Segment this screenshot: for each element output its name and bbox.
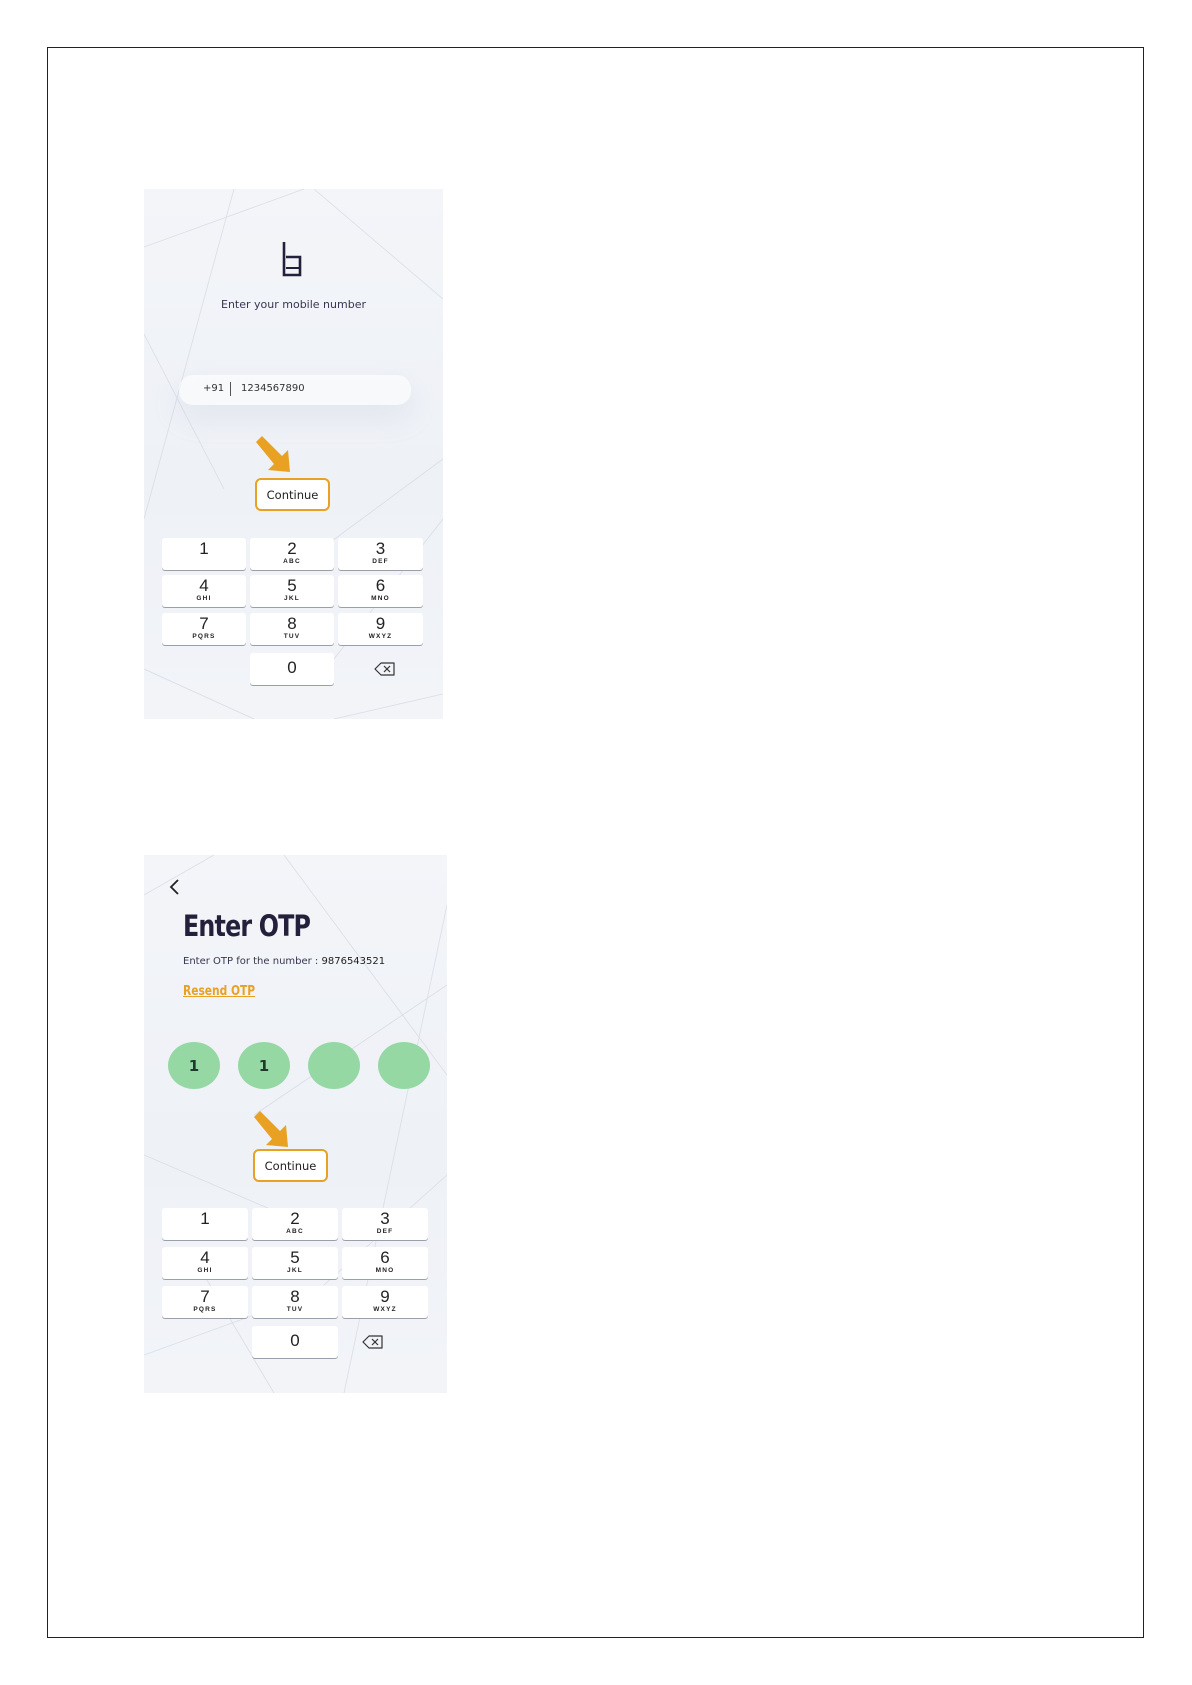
key-0[interactable] [252,1326,338,1358]
mobile-number-input[interactable] [179,375,411,405]
key-number: 7 [199,614,209,633]
key-2[interactable] [252,1208,338,1240]
key-letters: DEF [372,558,389,565]
key-8[interactable] [252,1286,338,1318]
phone-number-value: 1234567890 [241,383,305,394]
key-letters: ABC [283,558,301,565]
continue-button[interactable]: Continue [253,1149,328,1182]
resend-otp-link[interactable]: Resend OTP [183,984,256,999]
key-0[interactable] [250,653,334,685]
key-number: 1 [200,1209,210,1228]
otp-phone-number: 9876543521 [321,956,386,967]
key-number: 9 [380,1287,390,1306]
key-letters: WXYZ [368,633,393,640]
key-letters: DEF [376,1228,394,1235]
key-number: 2 [287,539,297,558]
key-number: 0 [290,1331,300,1350]
key-number: 8 [290,1287,300,1306]
otp-digit-1[interactable]: 1 [168,1042,220,1089]
key-number: 4 [199,576,209,595]
key-3[interactable] [342,1208,428,1240]
field-divider [230,382,231,396]
key-7[interactable] [162,613,246,645]
otp-screen [144,855,447,1393]
key-letters: JKL [284,595,300,602]
key-letters: JKL [287,1267,303,1274]
backspace-icon[interactable] [374,662,396,676]
otp-subtitle [183,956,385,967]
otp-digit-3[interactable] [308,1042,360,1089]
key-letters: MNO [371,595,390,602]
key-letters: GHI [196,595,212,602]
key-number: 0 [287,658,297,677]
key-9[interactable] [338,613,423,645]
key-3[interactable] [338,538,423,570]
key-number: 2 [290,1209,300,1228]
chevron-left-icon[interactable] [168,878,180,896]
mobile-number-screen [144,189,443,719]
key-8[interactable] [250,613,334,645]
key-6[interactable] [342,1247,428,1279]
key-9[interactable] [342,1286,428,1318]
key-letters: PQRS [192,633,216,640]
key-number: 9 [375,614,386,633]
key-letters: PQRS [193,1306,217,1313]
key-letters: ABC [286,1228,304,1235]
otp-subtitle-text: Enter OTP for the number : [183,956,319,967]
key-number: 4 [200,1248,210,1267]
key-2[interactable] [250,538,334,570]
country-code[interactable]: +91 [203,383,225,394]
pointer-arrow-icon [252,1109,296,1153]
key-number: 5 [290,1248,300,1267]
key-4[interactable] [162,575,246,607]
key-letters: TUV [283,633,301,640]
key-4[interactable] [162,1247,248,1279]
key-number: 6 [380,1248,390,1267]
key-number: 3 [380,1209,390,1228]
key-number: 5 [287,576,297,595]
otp-digit-2[interactable]: 1 [238,1042,290,1089]
key-number: 7 [200,1287,210,1306]
mobile-phone-icon [281,240,303,278]
otp-digit-4[interactable] [378,1042,430,1089]
key-letters: TUV [286,1306,304,1313]
continue-button[interactable]: Continue [255,478,330,511]
key-number: 3 [375,539,386,558]
page-title: Enter OTP [183,909,311,943]
key-7[interactable] [162,1286,248,1318]
pointer-arrow-icon [254,434,298,478]
backspace-icon[interactable] [362,1335,384,1349]
key-letters: MNO [375,1267,395,1274]
key-number: 6 [375,576,386,595]
key-1[interactable] [162,1208,248,1240]
screen-title: Enter your mobile number [221,298,366,311]
key-5[interactable] [252,1247,338,1279]
key-number: 8 [287,614,297,633]
key-number: 1 [199,539,209,558]
key-letters: GHI [197,1267,213,1274]
key-6[interactable] [338,575,423,607]
key-letters: WXYZ [373,1306,397,1313]
key-5[interactable] [250,575,334,607]
key-1[interactable] [162,538,246,570]
